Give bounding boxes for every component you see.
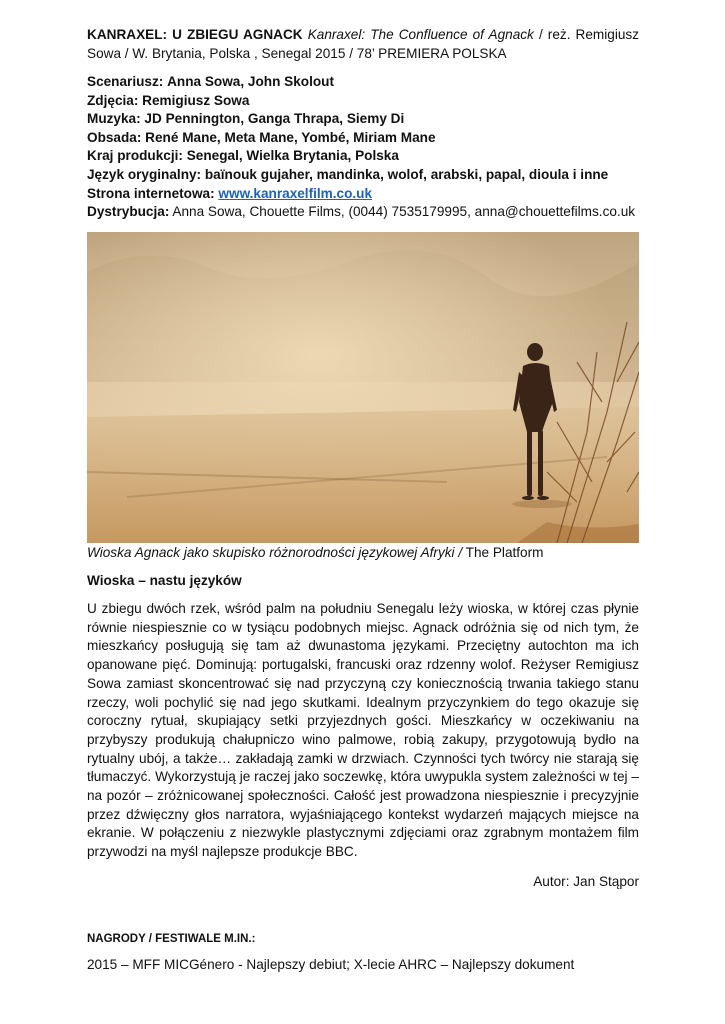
credit-cinematography: Zdjęcia: Remigiusz Sowa	[87, 92, 250, 108]
film-header	[87, 26, 639, 63]
film-meta: / reż. Remigiusz Sowa / W. Brytania, Polska , Senegal 2015 / 78’ PREMIERA POLSKA	[87, 27, 640, 61]
awards-list: 2015 – MFF MICGénero - Najlepszy debiut; X-lecie AHRC – Najlepszy dokument	[87, 957, 575, 972]
credit-distribution: Dystrybucja: Anna Sowa, Chouette Films, (0044) 7535179995, anna@chouettefilms.co.uk	[87, 204, 636, 220]
credit-cast: Obsada: René Mane, Meta Mane, Yombé, Miriam Mane	[87, 129, 436, 145]
credits-block	[87, 73, 639, 222]
film-original-title: Kanraxel: The Confluence of Agnack	[307, 27, 534, 42]
awards-heading: NAGRODY / FESTIWALE M.IN.:	[87, 933, 256, 945]
credit-screenplay: Scenariusz: Anna Sowa, John Skolout	[87, 74, 335, 89]
section-title: Wioska – nastu języków	[87, 573, 242, 588]
credit-country: Kraj produkcji: Senegal, Wielka Brytania, Polska	[87, 148, 399, 164]
film-title: KANRAXEL: U ZBIEGU AGNACK	[87, 27, 303, 42]
film-still-illustration	[87, 232, 639, 543]
photo-caption: Wioska Agnack jako skupisko różnorodności językowej Afryki / The Platform	[87, 545, 544, 560]
credit-language: Język oryginalny: baïnouk gujaher, mandinka, wolof, arabski, papal, dioula i inne	[87, 166, 609, 182]
credit-music: Muzyka: JD Pennington, Ganga Thrapa, Siemy Di	[87, 111, 405, 127]
review-body: U zbiegu dwóch rzek, wśród palm na południu Senegalu leży wioska, w której czas płynie równie niespiesznie co w tysiącu podobnych miejsc. Agnack odróżnia się od nich tym, że mieszkańcy posługują się tam aż dwunastoma językami. Przeciętny autochton ma ich opanowane pięć. Dominują: portugalski, francuski oraz rdzenny wolof. Reżyser Remigiusz Sowa zamiast skoncentrować się nad przyczyną czy koniecznością trwania takiego stanu rzeczy, woli pochylić się nad jego skutkami. Idealnym przyczynkiem do tego okazuje się coroczny rytuał, skupiający setki przyjezdnych gości. Mieszkańcy w oczekiwaniu na przybyszy produkują chałupniczo wino palmowe, robią zakupy, przygotowują bydło na rytualny ubój, a także… zakładają zamki w drzwiach. Czynności tych twórcy nie starają się tłumaczyć. Wykorzystują je raczej jako soczewkę, która uwypukla system zależności w tej – na pozór – zróżnicowanej społeczności. Całość jest prowadzona niespiesznie i precyzyjnie przez dźwięczny głos narratora, wyjaśniającego kontekst wydarzeń mających miejsce na ekranie. W połączeniu z niezwykle plastycznymi zdjęciami oraz zgrabnym montażem film przywodzi na myśl najlepsze produkcje BBC.	[87, 601, 639, 860]
website-link[interactable]: www.kanraxelfilm.co.uk	[218, 185, 373, 201]
author-signature: Autor: Jan Stąpor	[533, 874, 639, 889]
film-still-photo	[87, 232, 639, 543]
credit-website: Strona internetowa: www.kanraxelfilm.co.uk	[87, 185, 373, 201]
